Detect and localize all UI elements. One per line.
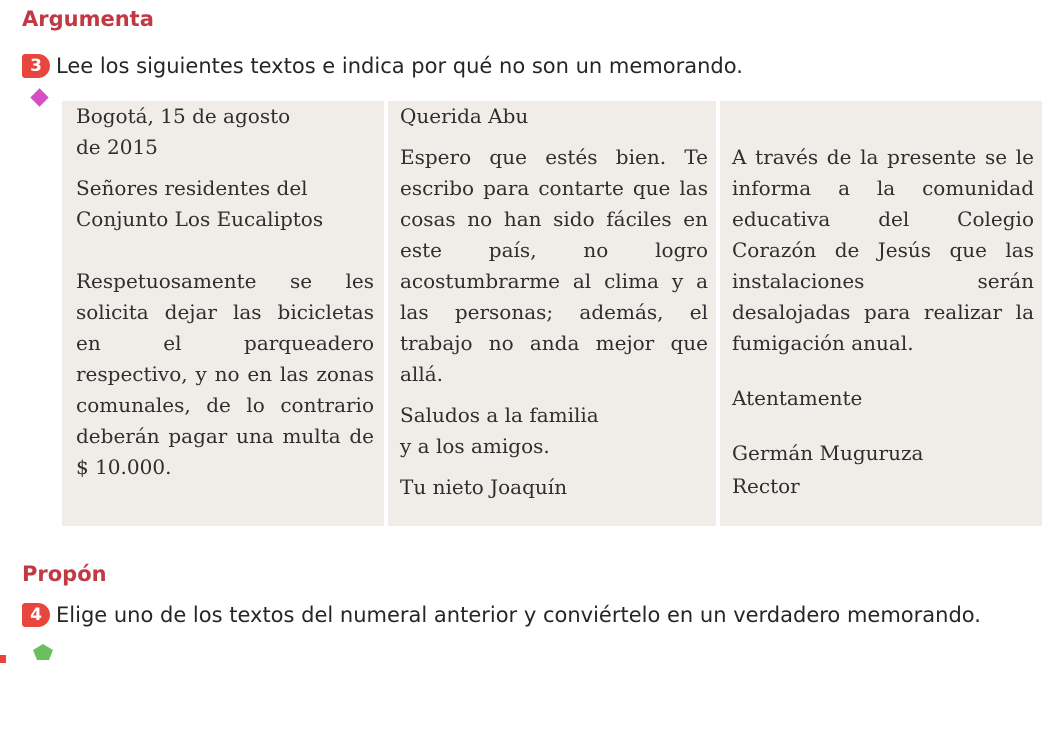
signer-title: Rector — [732, 474, 800, 498]
letter-date: Bogotá, 15 de agosto de 2015 — [76, 104, 291, 159]
text-panel-2 — [388, 101, 716, 526]
section-title-argumenta: Argumenta — [22, 7, 154, 31]
pentagon-icon — [32, 643, 54, 661]
letter-closing: Atentamente — [732, 386, 863, 410]
section-title-propon: Propón — [22, 562, 107, 586]
activity-instruction-text: Lee los siguientes textos e indica por qué no son un memorando. — [56, 53, 743, 78]
letter-closing: Saludos a la familia y a los amigos. — [400, 403, 599, 458]
text-panel-1 — [62, 101, 384, 526]
activity-instruction-text: Elige uno de los textos del numeral anterior y conviértelo en un verdadero memorando. — [56, 602, 981, 627]
diamond-icon — [30, 88, 48, 106]
activity-4-instruction — [22, 603, 981, 627]
letter-body: A través de la presente se le informa a la comunidad educativa del Colegio Corazón de Jesús que las instalaciones serán desalojadas para realizar la fumigación anual. — [732, 145, 1034, 355]
activity-3-instruction — [22, 54, 743, 78]
activity-number-badge: 3 — [22, 54, 50, 78]
activity-number-badge: 4 — [22, 603, 50, 627]
letter-greeting: Querida Abu — [400, 104, 529, 128]
letter-body: Espero que estés bien. Te escribo para contarte que las cosas no han sido fáciles en este país, no logro acostumbrarme al clima y a las personas; además, el trabajo no anda mejor que allá. — [400, 145, 708, 386]
texts-panel-group — [62, 101, 1042, 526]
signer-name: Germán Muguruza — [732, 441, 924, 465]
letter-recipient: Señores residentes del Conjunto Los Eucaliptos — [76, 176, 324, 231]
text-panel-3 — [720, 101, 1042, 526]
page-edge-marker — [0, 655, 6, 663]
letter-body: Respetuosamente se les solicita dejar las bicicletas en el parqueadero respectivo, y no en las zonas comunales, de lo contrario deberán pagar una multa de $ 10.000. — [76, 269, 374, 479]
letter-signature: Tu nieto Joaquín — [400, 475, 568, 499]
